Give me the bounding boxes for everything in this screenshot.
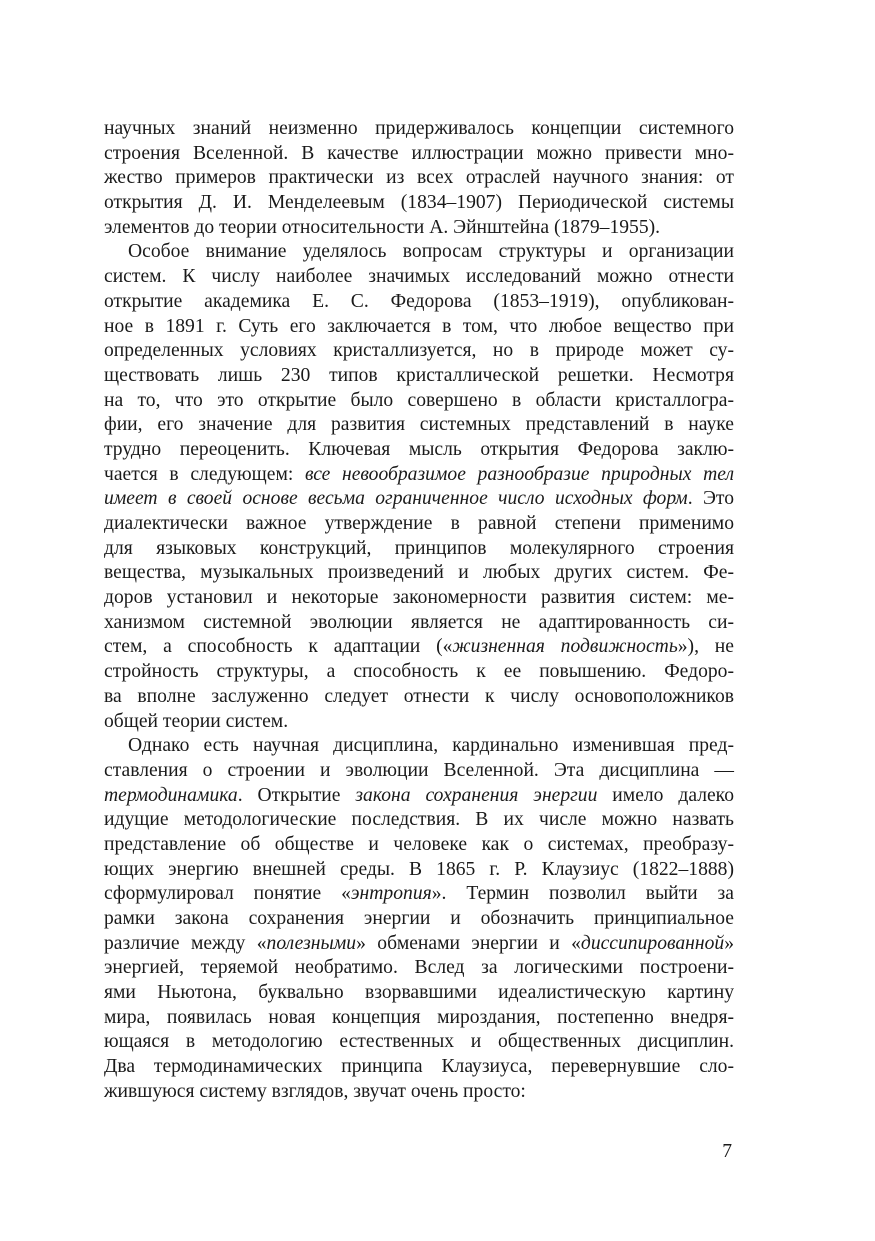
text-run: идущие методологические последствия. В их числе можно назвать bbox=[104, 809, 734, 831]
text-line bbox=[104, 191, 734, 216]
text-line bbox=[104, 611, 734, 636]
text-line bbox=[104, 315, 734, 340]
text-line bbox=[104, 660, 734, 685]
text-run: диалектически важное утверждение в равной степени применимо bbox=[104, 513, 734, 534]
text-line bbox=[104, 956, 734, 981]
text-line bbox=[104, 833, 734, 858]
italic-text: диссипированной bbox=[580, 932, 725, 954]
text-line bbox=[104, 635, 734, 660]
text-run: » bbox=[724, 932, 734, 954]
text-line bbox=[104, 166, 734, 191]
text-run: трудно переоценить. Ключевая мысль открытия Федорова заклю- bbox=[104, 438, 734, 460]
text-line bbox=[104, 882, 734, 907]
text-run: научных знаний неизменно придерживалось концепции системного bbox=[104, 118, 734, 139]
text-run: на то, что это открытие было совершено в области кристаллогра- bbox=[104, 389, 734, 411]
text-run: стем, а способность к адаптации (« bbox=[104, 636, 453, 658]
text-run: систем. К числу наиболее значимых исследований можно отнести bbox=[104, 266, 734, 288]
text-line bbox=[104, 710, 734, 735]
text-run: определенных условиях кристаллизуется, но в природе может су- bbox=[104, 340, 734, 362]
text-run: различие между « bbox=[104, 932, 267, 954]
text-run: . Открытие bbox=[237, 784, 356, 806]
text-run: . Это bbox=[687, 488, 734, 510]
text-line bbox=[104, 413, 734, 438]
text-run: жившуюся систему взглядов, звучат очень просто: bbox=[104, 1080, 526, 1102]
text-run: для языковых конструкций, принципов молекулярного строения bbox=[104, 537, 734, 559]
text-run: открытия Д. И. Менделеевым (1834–1907) Периодической системы bbox=[104, 192, 734, 214]
text-line bbox=[104, 685, 734, 710]
text-line bbox=[104, 364, 734, 389]
text-line bbox=[104, 487, 734, 512]
text-line bbox=[104, 290, 734, 315]
text-run: ханизмом системной эволюции является не адаптированность си- bbox=[104, 611, 734, 633]
text-run: чается в следующем: bbox=[104, 463, 305, 485]
text-run: открытие академика Е. С. Федорова (1853–1919), опубликован- bbox=[104, 290, 734, 312]
text-run: общей теории систем. bbox=[104, 710, 289, 732]
text-line bbox=[104, 932, 734, 957]
text-line bbox=[104, 240, 734, 265]
text-run: рамки закона сохранения энергии и обозначить принципиальное bbox=[104, 908, 734, 929]
text-line bbox=[104, 1080, 734, 1105]
text-line bbox=[104, 339, 734, 364]
text-run: Особое внимание уделялось вопросам структуры и организации bbox=[128, 241, 734, 263]
text-run: доров установил и некоторые закономерности развития систем: ме- bbox=[104, 587, 734, 609]
text-run: ». Термин позволил выйти за bbox=[431, 883, 734, 905]
text-line bbox=[104, 216, 734, 241]
italic-text: закона сохранения энергии bbox=[355, 784, 598, 806]
page-number: 7 bbox=[722, 1141, 732, 1162]
paragraph bbox=[104, 117, 734, 240]
text-run: вещества, музыкальных произведений и любых других систем. Фе- bbox=[104, 562, 734, 584]
text-run: строения Вселенной. В качестве иллюстрации можно привести мно- bbox=[104, 142, 734, 164]
text-run: стройность структуры, а способность к ее повышению. Федоро- bbox=[104, 661, 734, 683]
text-run: ющих энергию внешней среды. В 1865 г. Р. Клаузиус (1822–1888) bbox=[104, 858, 734, 880]
italic-text: имеет в своей основе весьма ограниченное число исходных форм bbox=[104, 488, 688, 510]
text-line bbox=[104, 1055, 734, 1080]
text-run: элементов до теории относительности А. Эйнштейна (1879–1955). bbox=[104, 216, 661, 238]
text-line bbox=[104, 265, 734, 290]
text-run: мира, появилась новая концепция мироздания, постепенно внедря- bbox=[104, 1006, 734, 1028]
text-run: фии, его значение для развития системных представлений в науке bbox=[104, 414, 734, 436]
text-run: Два термодинамических принципа Клаузиуса, перевернувшие сло- bbox=[104, 1056, 734, 1078]
text-line bbox=[104, 907, 734, 932]
text-run: ществовать лишь 230 типов кристаллической решетки. Несмотря bbox=[104, 364, 734, 386]
text-run: ное в 1891 г. Суть его заключается в том, что любое вещество при bbox=[104, 315, 734, 337]
text-line bbox=[104, 537, 734, 562]
text-line bbox=[104, 808, 734, 833]
text-run: ями Ньютона, буквально взорвавшими идеалистическую картину bbox=[104, 982, 734, 1004]
text-run: сформулировал понятие « bbox=[104, 883, 351, 905]
italic-text: полезными bbox=[266, 932, 357, 954]
text-line bbox=[104, 981, 734, 1006]
italic-text: термодинамика bbox=[104, 784, 238, 806]
text-run: жество примеров практически из всех отраслей научного знания: от bbox=[104, 167, 734, 189]
text-line bbox=[104, 561, 734, 586]
text-line bbox=[104, 389, 734, 414]
italic-text: жизненная подвижность bbox=[452, 636, 678, 658]
text-run: »), не bbox=[677, 636, 734, 658]
body-text bbox=[104, 117, 734, 1105]
text-line bbox=[104, 463, 734, 488]
text-run: имело далеко bbox=[597, 784, 735, 806]
text-line bbox=[104, 586, 734, 611]
text-run: Однако есть научная дисциплина, кардинально изменившая пред- bbox=[128, 735, 734, 757]
text-run: » обменами энергии и « bbox=[356, 932, 581, 954]
text-run: ва вполне заслуженно следует отнести к числу основоположников bbox=[104, 685, 734, 707]
text-line bbox=[104, 438, 734, 463]
italic-text: энтропия bbox=[350, 883, 432, 905]
text-run: энергией, теряемой необратимо. Вслед за логическими построени- bbox=[104, 957, 734, 979]
paragraph bbox=[104, 734, 734, 1104]
text-line bbox=[104, 512, 734, 537]
text-line bbox=[104, 1030, 734, 1055]
text-line bbox=[104, 759, 734, 784]
text-line bbox=[104, 117, 734, 142]
text-line bbox=[104, 142, 734, 167]
paragraph bbox=[104, 240, 734, 734]
italic-text: все невообразимое разнообразие природных тел bbox=[304, 463, 734, 485]
text-run: представление об обществе и человеке как о системах, преобразу- bbox=[104, 833, 734, 855]
text-line bbox=[104, 1006, 734, 1031]
text-run: ставления о строении и эволюции Вселенной. Эта дисциплина — bbox=[104, 759, 734, 781]
text-line bbox=[104, 858, 734, 883]
text-line bbox=[104, 784, 734, 809]
text-line bbox=[104, 734, 734, 759]
text-run: ющаяся в методологию естественных и общественных дисциплин. bbox=[104, 1031, 734, 1053]
